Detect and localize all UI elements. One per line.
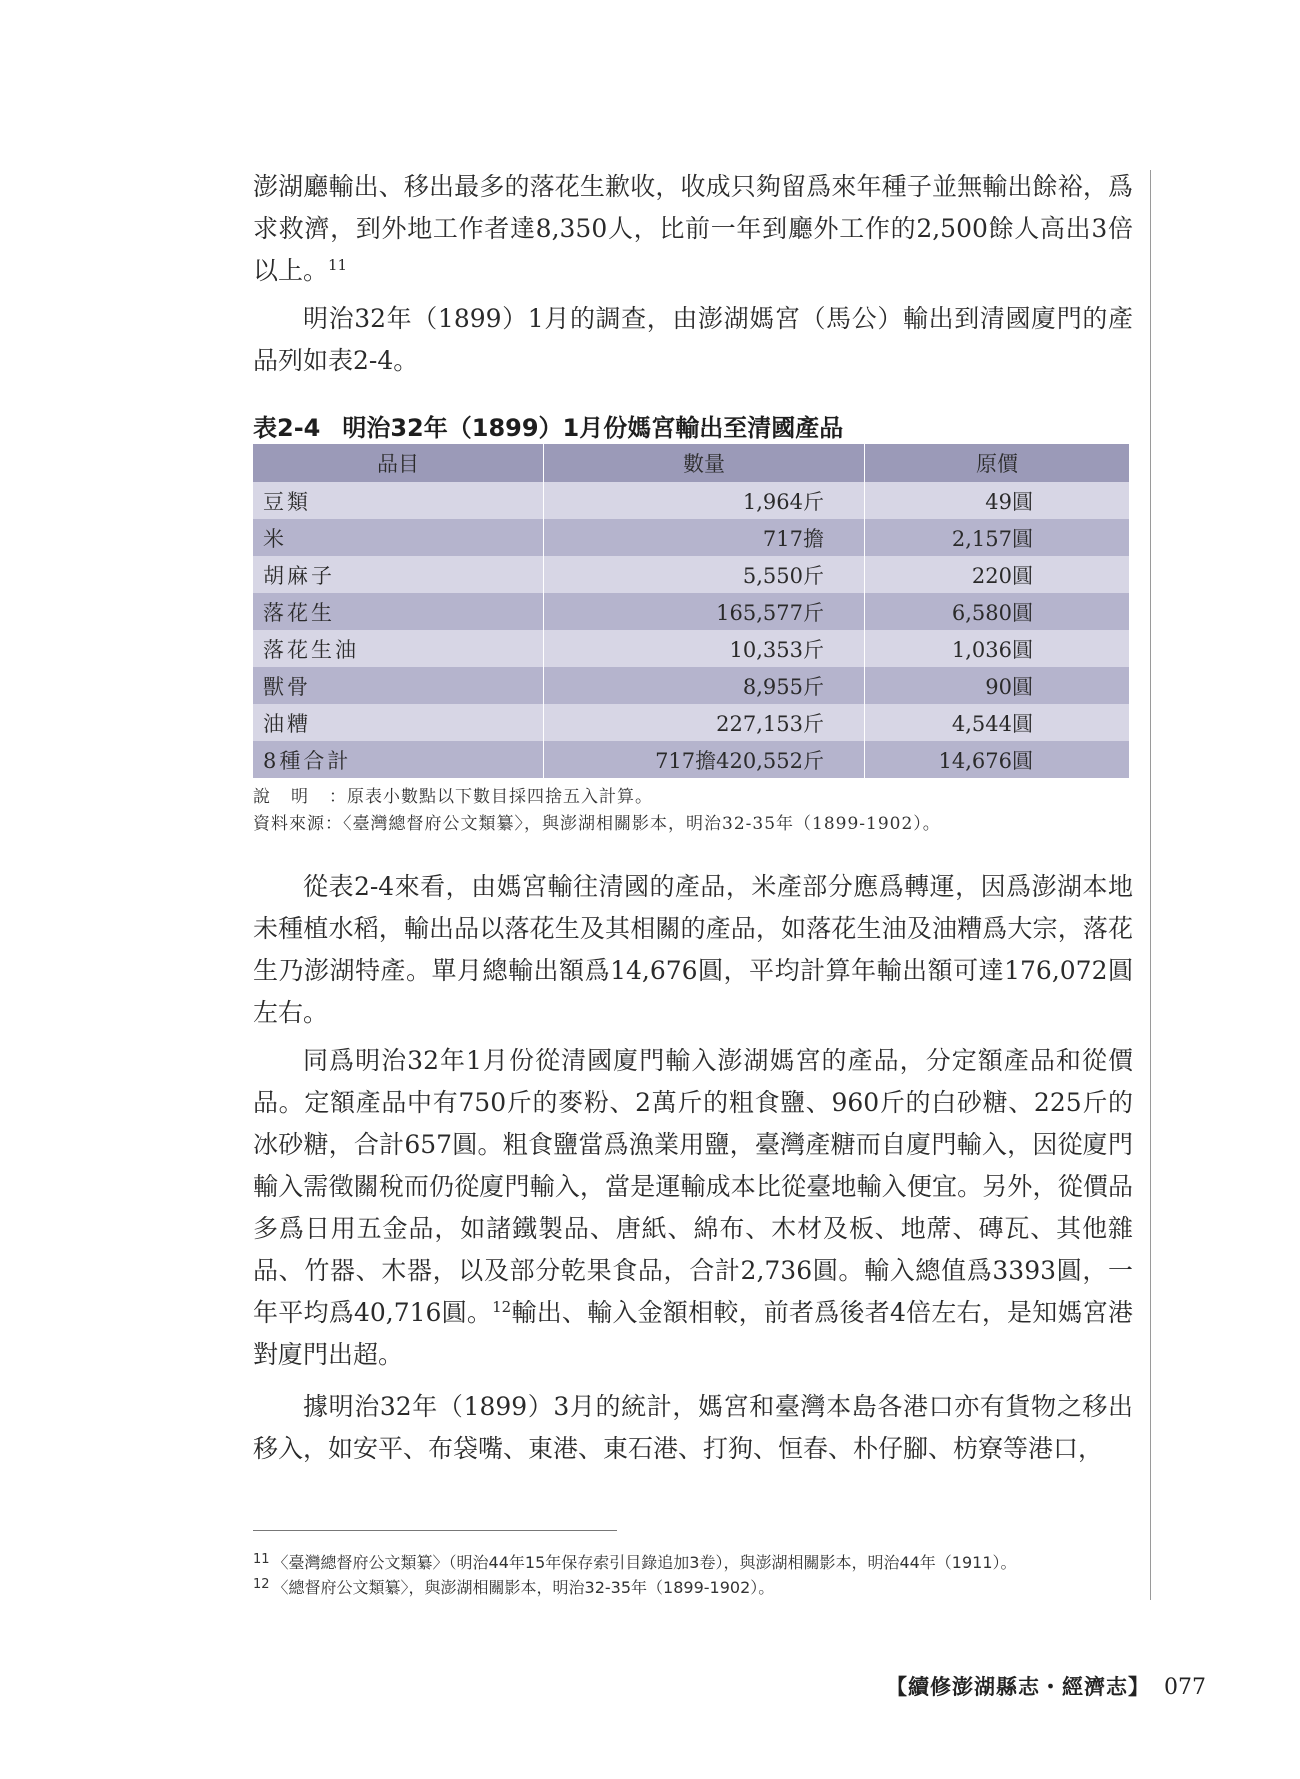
footnote-text: 〈總督府公文類纂〉，與澎湖相關影本，明治32-35年（1899-1902）。 (272, 1578, 775, 1597)
cell-quantity: 8,955斤 (544, 667, 865, 704)
cell-price: 6,580圓 (865, 593, 1130, 630)
footnote-ref-11[interactable]: 11 (328, 256, 348, 274)
table-row (253, 519, 1129, 556)
table-total-row (253, 741, 1129, 778)
table-note-text: ：原表小數點以下數目採四捨五入計算。 (329, 787, 653, 807)
cell-item: 落花生 (253, 593, 544, 630)
table-row (253, 704, 1129, 741)
header-quantity: 數量 (544, 444, 865, 482)
footnote-divider (253, 1530, 617, 1531)
cell-item: 8種合計 (253, 741, 544, 778)
table-number: 表2-4 (253, 414, 321, 442)
cell-quantity: 10,353斤 (544, 630, 865, 667)
paragraph-4 (253, 1040, 1133, 1376)
cell-quantity: 717擔420,552斤 (544, 741, 865, 778)
cell-quantity: 165,577斤 (544, 593, 865, 630)
cell-price: 220圓 (865, 556, 1130, 593)
table-row (253, 630, 1129, 667)
footnote-12 (253, 1575, 774, 1598)
paragraph-4-text-a: 同爲明治32年1月份從清國廈門輸入澎湖媽宮的產品，分定額產品和從價品。定額產品中有750斤的麥粉、2萬斤的粗食鹽、960斤的白砂糖、225斤的冰砂糖，合計657圓。粗食鹽當爲漁業用鹽，臺灣產糖而自廈門輸入，因從廈門輸入需徵關稅而仍從廈門輸入，當是運輸成本比從臺地輸入便宜。另外，從價品多爲日用五金品，如諸鐵製品、唐紙、綿布、木材及板、地蓆、磚瓦、其他雜品、竹器、木器，以及部分乾果食品，合計2,736圓。輸入總值爲3393圓，一年平均爲40,716圓。 (253, 1046, 1133, 1327)
footnote-text: 〈臺灣總督府公文類纂〉（明治44年15年保存索引目錄追加3卷），與澎湖相關影本，明治44年（1911）。 (272, 1553, 1017, 1572)
table-row (253, 556, 1129, 593)
margin-rule (1150, 170, 1151, 1600)
cell-quantity: 5,550斤 (544, 556, 865, 593)
cell-price: 90圓 (865, 667, 1130, 704)
export-table (253, 444, 1129, 778)
cell-quantity: 717擔 (544, 519, 865, 556)
cell-price: 2,157圓 (865, 519, 1130, 556)
paragraph-1-text: 澎湖廳輸出、移出最多的落花生歉收，收成只夠留爲來年種子並無輸出餘裕，爲求救濟，到外地工作者達8,350人，比前一年到廳外工作的2,500餘人高出3倍以上。 (253, 172, 1133, 285)
table-row (253, 593, 1129, 630)
paragraph-5: 據明治32年（1899）3月的統計，媽宮和臺灣本島各港口亦有貨物之移出移入，如安平、布袋嘴、東港、東石港、打狗、恒春、朴仔腳、枋寮等港口， (253, 1392, 1133, 1463)
table-note (253, 782, 653, 807)
footnote-number: 12 (253, 1577, 270, 1592)
header-price: 原價 (865, 444, 1130, 482)
paragraph-4-text-b: 輸出、輸入金額相較，前者爲後者4倍左右，是知媽宮港對廈門出超。 (253, 1298, 1133, 1369)
cell-price: 4,544圓 (865, 704, 1130, 741)
paragraph-2: 明治32年（1899）1月的調查，由澎湖媽宮（馬公）輸出到清國廈門的產品列如表2-4。 (253, 304, 1133, 375)
cell-price: 49圓 (865, 482, 1130, 519)
cell-item: 豆類 (253, 482, 544, 519)
cell-price: 14,676圓 (865, 741, 1130, 778)
table-title (253, 408, 843, 443)
page-footer (886, 1671, 1206, 1701)
footnote-11 (253, 1550, 1017, 1573)
running-title: 【續修澎湖縣志・經濟志】 (886, 1674, 1150, 1699)
table-caption: 明治32年（1899）1月份媽宮輸出至清國產品 (342, 414, 844, 442)
table-row (253, 482, 1129, 519)
cell-item: 米 (253, 519, 544, 556)
cell-item: 胡麻子 (253, 556, 544, 593)
cell-item: 獸骨 (253, 667, 544, 704)
cell-price: 1,036圓 (865, 630, 1130, 667)
paragraph-1 (253, 166, 1133, 292)
cell-quantity: 1,964斤 (544, 482, 865, 519)
cell-item: 油糟 (253, 704, 544, 741)
table-row (253, 667, 1129, 704)
cell-item: 落花生油 (253, 630, 544, 667)
page-number: 077 (1164, 1675, 1206, 1700)
header-item: 品目 (253, 444, 544, 482)
table-header-row (253, 444, 1129, 482)
paragraph-3: 從表2-4來看，由媽宮輸往清國的產品，米產部分應爲轉運，因爲澎湖本地未種植水稻，輸出品以落花生及其相關的產品，如落花生油及油糟爲大宗，落花生乃澎湖特產。單月總輸出額爲14,676圓，平均計算年輸出額可達176,072圓左右。 (253, 872, 1134, 1027)
footnote-ref-12[interactable]: 12 (492, 1298, 512, 1316)
table-source: 資料來源：〈臺灣總督府公文類纂〉，與澎湖相關影本，明治32-35年（1899-1902）。 (253, 814, 941, 834)
footnote-number: 11 (253, 1552, 270, 1567)
cell-quantity: 227,153斤 (544, 704, 865, 741)
table-note-label: 說明 (253, 787, 329, 807)
